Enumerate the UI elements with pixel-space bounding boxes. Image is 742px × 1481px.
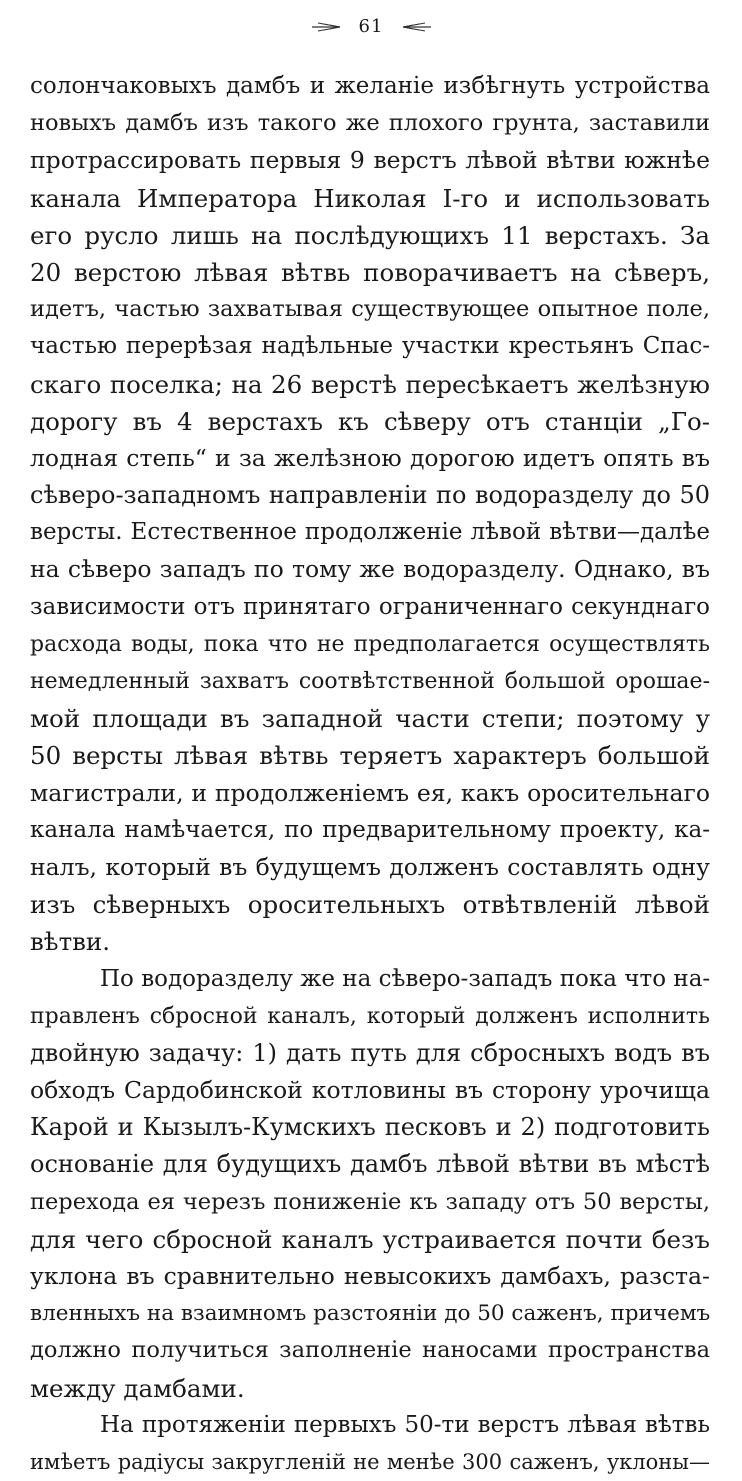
- text-line: частью перерѣзая надѣльные участки крестьянъ Спас-: [30, 333, 710, 360]
- text-line: перехода ея черезъ пониженіе къ западу отъ 50 версты,: [30, 1188, 710, 1215]
- text-line: расхода воды, пока что не предполагается осуществлять: [30, 631, 710, 657]
- text-line: должно получиться заполненіе наносами пространства: [30, 1337, 710, 1364]
- text-line: основаніе для будущихъ дамбъ лѣвой вѣтви въ мѣстѣ: [30, 1150, 710, 1179]
- paragraph-first-line: По водоразделу же на сѣверо-западъ пока что на-: [100, 965, 710, 992]
- text-line: дорогу въ 4 верстахъ къ сѣверу отъ станціи „Го-: [30, 406, 710, 436]
- text-line: сѣверо-западномъ направленіи по водоразделу до 50: [30, 481, 710, 510]
- text-line: вѣтви.: [30, 927, 111, 957]
- ornament-right-icon: [399, 21, 433, 33]
- text-line: вленныхъ на взаимномъ разстояніи до 50 саженъ, причемъ: [30, 1301, 710, 1327]
- text-line: имѣетъ радіусы закругленій не менѣе 300 саженъ, уклоны—: [30, 1449, 710, 1474]
- text-line: его русло лишь на послѣдующихъ 11 верстахъ. За: [30, 220, 710, 250]
- text-line: изъ сѣверныхъ оросительныхъ отвѣтвленій лѣвой: [30, 890, 710, 920]
- text-line: идетъ, частью захватывая существующее опытное поле,: [30, 296, 710, 323]
- text-line: для чего сбросной каналъ устраивается почти безъ: [30, 1224, 710, 1254]
- text-line: мой площади въ западной части степи; поэтому у: [30, 704, 710, 734]
- ornament-left-icon: [310, 21, 344, 33]
- text-line: солончаковыхъ дамбъ и желаніе избѣгнуть устройства: [30, 73, 710, 99]
- text-line: лодная степь“ и за желѣзною дорогою идетъ опять въ: [30, 443, 710, 472]
- text-line: 20 верстою лѣвая вѣтвь поворачиваетъ на сѣверъ,: [30, 257, 710, 287]
- text-line: магистрали, и продолженіемъ ея, какъ оросительнаго: [30, 778, 710, 807]
- text-line: новыхъ дамбъ изъ такого же плохого грунта, заставили: [30, 110, 710, 137]
- text-line: налъ, который въ будущемъ долженъ составлять одну: [30, 852, 710, 881]
- text-line: обходъ Сардобинской котловины въ сторону урочища: [30, 1076, 710, 1105]
- text-line: скаго поселка; на 26 верстѣ пересѣкаетъ желѣзную: [30, 369, 710, 399]
- text-line: уклона въ сравнительно невысокихъ дамбахъ, разста-: [30, 1262, 710, 1290]
- text-line: Карой и Кызылъ-Кумскихъ песковъ и 2) подготовить: [30, 1113, 710, 1142]
- text-line: канала Императора Николая I-го и использовать: [30, 183, 710, 213]
- page-body-text: [30, 68, 710, 1481]
- paragraph-first-line: На протяженіи первыхъ 50-ти верстъ лѣвая вѣтвь: [100, 1411, 710, 1438]
- text-line: на сѣверо западъ по тому же водоразделу. Однако, въ: [30, 555, 710, 584]
- text-line: канала намѣчается, по предварительному проекту, ка-: [30, 816, 710, 843]
- text-line: 50 версты лѣвая вѣтвь теряетъ характеръ большой: [30, 741, 710, 771]
- text-line: между дамбами.: [30, 1373, 245, 1403]
- page-header: [0, 14, 742, 39]
- text-line: немедленный захватъ соотвѣтственной большой орошае-: [30, 669, 710, 694]
- text-line: протрассировать первыя 9 верстъ лѣвой вѣтви южнѣе: [30, 146, 710, 175]
- page-number: 61: [358, 16, 384, 37]
- text-line: версты. Естественное продолженіе лѣвой вѣтви—далѣе: [30, 519, 710, 546]
- text-line: зависимости отъ принятаго ограниченнаго секунднаго: [30, 593, 710, 620]
- text-line: правленъ сбросной каналъ, который долженъ исполнить: [30, 1003, 710, 1029]
- text-line: двойную задачу: 1) дать путь для сбросныхъ водъ въ: [30, 1038, 710, 1067]
